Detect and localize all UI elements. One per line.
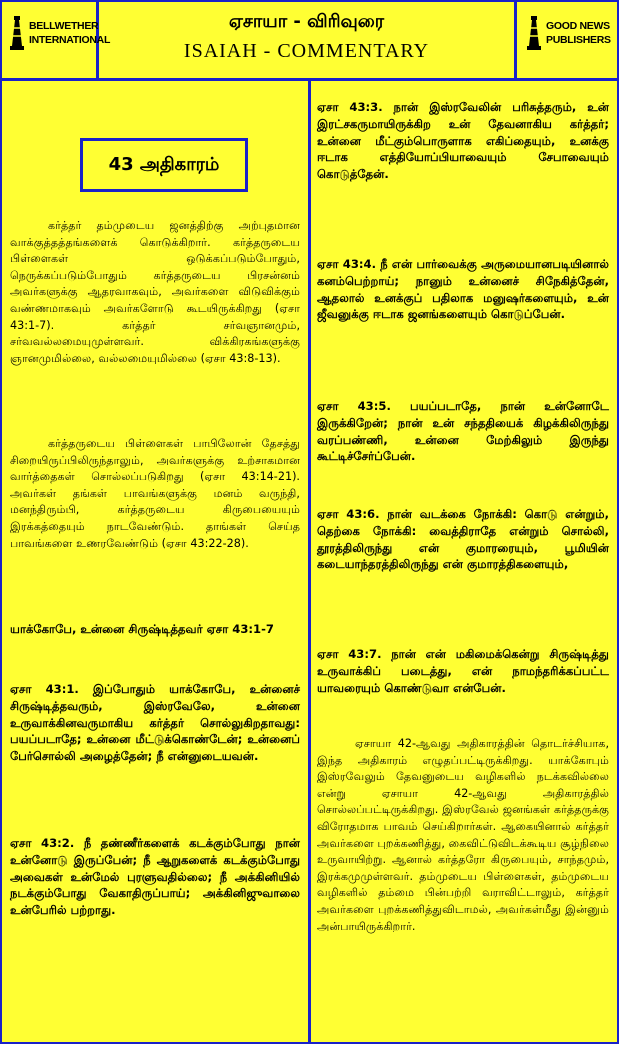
intro-paragraph-1: கர்த்தர் தம்முடைய ஜனத்திற்கு அற்புதமான வாக்குத்தத்தங்களைக் கொடுக்கிறார். கர்த்தருடைய பிள்ளைகள் ஒடுக்கப்படும்போதும், நெருக்கப்படும்போதும் கர்த்தருடைய பிரசன்னம் அவர்களுக்கு ஆதரவாகவும், அவர்களை விடுவிக்கும் வண்ணமாகவும் அவர்களோடு கூடயிருக்கிறது (ஏசா 43:1-7). கர்த்தர் சர்வஞானமும், சர்வவல்லமையுமுள்ளவர். விக்கிரகங்களுக்கு ஞானமுமில்லை, வல்லமையுமில்லை (ஏசா 43:8-13). (10, 219, 300, 365)
bellwether-logo (2, 2, 111, 78)
verse-43-7: ஏசா 43:7. நான் என் மகிமைக்கென்று சிருஷ்டித்து உருவாக்கிப் படைத்து, என் நாமந்தரிக்கப்பட்ட யாவரையும் கொண்டுவா என்பேன். (317, 647, 609, 695)
title-tamil: ஏசாயா - விரிவுரை (228, 11, 385, 32)
verse-43-1: ஏசா 43:1. இப்போதும் யாக்கோபே, உன்னைச் சிருஷ்டித்தவரும், இஸ்ரவேலே, உன்னை உருவாக்கினவருமாகிய கர்த்தர் சொல்லுகிறதாவது: பயப்படாதே; உன்னை மீட்டுக்கொண்டேன்; உன்னைப் பேர்சொல்லி அழைத்தேன்; நீ என்னுடையவன். (10, 682, 300, 764)
page-header (2, 2, 617, 81)
lighthouse-icon (525, 16, 543, 50)
right-logo-line1: GOOD NEWS (546, 20, 610, 32)
page-title (99, 2, 514, 78)
right-column (311, 81, 617, 1042)
right-logo-line2: PUBLISHERS (546, 34, 611, 46)
left-logo-line2: INTERNATIONAL (29, 34, 111, 46)
verse-43-3: ஏசா 43:3. நான் இஸ்ரவேலின் பரிசுத்தரும், உன் இரட்சகருமாயிருக்கிற உன் தேவனாகிய கர்த்தர்; உன்னை மீட்கும்பொருளாக எகிப்தையும், உனக்கு ஈடாக எத்தியோப்பியாவையும் சேபாவையும் கொடுத்தேன். (317, 100, 609, 182)
chapter-heading: 43 அதிகாரம் (80, 138, 248, 192)
lighthouse-icon (8, 16, 26, 50)
intro-paragraph-2: கர்த்தருடைய பிள்ளைகள் பாபிலோன் தேசத்து சிறையிருப்பிலிருந்தாலும், அவர்களுக்கு உற்சாகமான வார்த்தைகள் சொல்லப்படுகிறது (ஏசா 43:14-21). அவர்கள் தங்கள் பாவங்களுக்கு மனம் வருந்தி, மனந்திரும்பி, கர்த்தருடைய கிருபையையும் இரக்கத்தையும் நாடவேண்டும். தாங்கள் செய்த பாவங்களை உணரவேண்டும் (ஏசா 43:22-28). (10, 437, 300, 550)
verse-43-5: ஏசா 43:5. பயப்படாதே, நான் உன்னோடே இருக்கிறேன்; நான் உன் சந்ததியைக் கிழக்கிலிருந்து வரப்பண்ணி, உன்னை மேற்கிலும் இருந்து கூட்டிச்சேர்ப்பேன். (317, 399, 609, 464)
good-news-logo (514, 2, 617, 78)
title-english: ISAIAH - COMMENTARY (183, 40, 430, 62)
verse-43-2: ஏசா 43:2. நீ தண்ணீர்களைக் கடக்கும்போது நான் உன்னோடு இருப்பேன்; நீ ஆறுகளைக் கடக்கும்போது அவைகள் உன்மேல் புரளுவதில்லை; நீ அக்கினியில் நடக்கும்போது வேகாதிருப்பாய்; அக்கினிஜுவாலை உன்பேரில் பற்றாது. (10, 836, 300, 918)
verse-43-6: ஏசா 43:6. நான் வடக்கை நோக்கி: கொடு என்றும், தெற்கை நோக்கி: வைத்திராதே என்றும் சொல்லி, தூரத்திலிருந்து என் குமாரரையும், பூமியின் கடையாந்தரத்திலிருந்து என் குமாரத்திகளையும், (317, 507, 609, 572)
verse-43-4: ஏசா 43:4. நீ என் பார்வைக்கு அருமையானபடியினால் கனம்பெற்றாய்; நானும் உன்னைச் சிநேகித்தேன், ஆதலால் உனக்குப் பதிலாக மனுஷர்களையும், உன் ஜீவனுக்கு ஈடாக ஜனங்களையும் கொடுப்பேன். (317, 257, 609, 322)
left-column (2, 81, 311, 1042)
left-logo-line1: BELLWETHER (29, 20, 99, 32)
section-title: யாக்கோபே, உன்னை சிருஷ்டித்தவர் ஏசா 43:1-7 (10, 622, 275, 636)
commentary-paragraph: ஏசாயா 42-ஆவது அதிகாரத்தின் தொடர்ச்சியாக, இந்த அதிகாரம் எழுதப்பட்டிருக்கிறது. யாக்கோபும் இஸ்ரவேலும் தேவனுடைய வழிகளில் நடக்கவில்லை என்று ஏசாயா 42-ஆவது அதிகாரத்தில் சொல்லப்பட்டிருக்கிறது. இஸ்ரவேல் ஜனங்கள் கர்த்தருக்கு விரோதமாக பாவம் செய்கிறார்கள். ஆகையினால் கர்த்தர் அவர்களை புறக்கணித்து, கைவிட்டுவிடக்கூடிய சூழ்நிலை உருவாயிற்று. ஆனால் கர்த்தரோ கிருபையும், சாந்தமும், இரக்கமுமுள்ளவர். தம்முடைய பிள்ளைகள், தம்முடைய வழிகளில் தம்மை பின்பற்றி வராவிட்டாலும், கர்த்தர் அவர்களை புறக்கணித்துவிடாமல், அவர்கள்மீது இன்னும் அன்பாயிருக்கிறார். (317, 737, 609, 933)
